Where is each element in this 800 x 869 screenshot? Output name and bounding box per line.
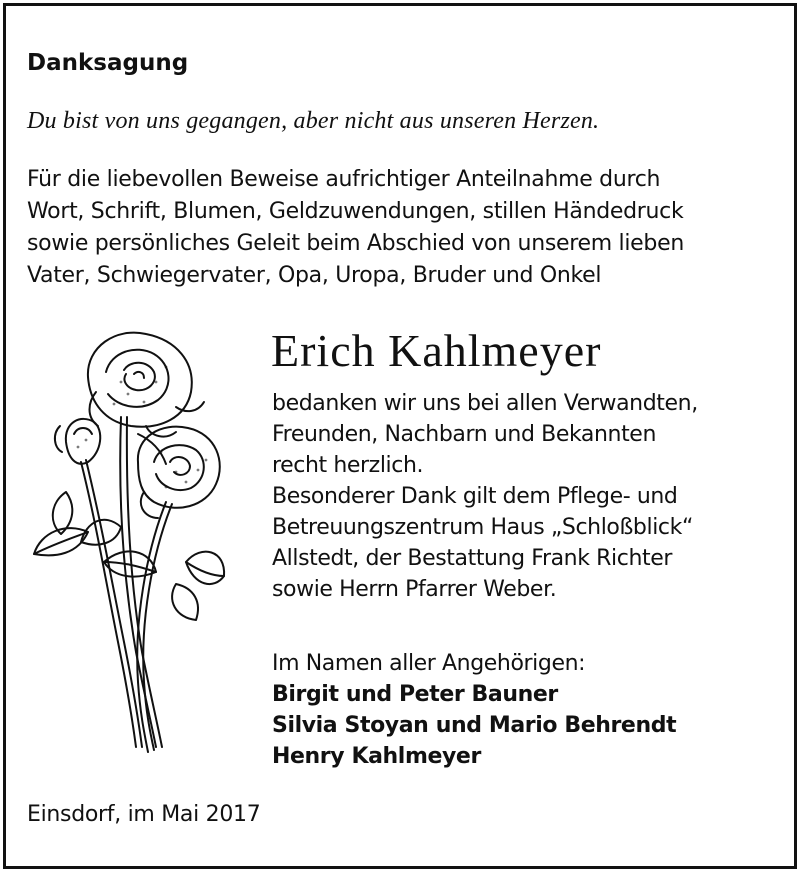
thanks-line: recht herzlich.	[272, 453, 424, 478]
thanks-line: bedanken wir uns bei allen Verwandten,	[272, 391, 698, 416]
signer-name: Henry Kahlmeyer	[272, 744, 481, 769]
intro-paragraph	[27, 164, 787, 292]
signer-name: Birgit und Peter Bauner	[272, 682, 558, 707]
intro-line: sowie persönliches Geleit beim Abschied von unserem lieben	[27, 231, 684, 256]
motto: Du bist von uns gegangen, aber nicht aus unseren Herzen.	[27, 108, 600, 134]
thanks-line: Besonderer Dank gilt dem Pflege- und	[272, 484, 678, 509]
obituary-notice	[3, 3, 797, 869]
intro-line: Wort, Schrift, Blumen, Geldzuwendungen, stillen Händedruck	[27, 199, 684, 224]
thanks-line: Betreuungszentrum Haus „Schloßblick“	[272, 515, 693, 540]
place-date: Einsdorf, im Mai 2017	[27, 802, 261, 827]
thanks-line: Allstedt, der Bestattung Frank Richter	[272, 546, 673, 571]
signoff-block	[272, 648, 792, 772]
signer-name: Silvia Stoyan und Mario Behrendt	[272, 713, 677, 738]
notice-heading: Danksagung	[27, 50, 189, 76]
signoff-intro: Im Namen aller Angehörigen:	[272, 651, 586, 676]
roses-illustration	[26, 322, 231, 754]
thanks-line: sowie Herrn Pfarrer Weber.	[272, 577, 557, 602]
thanks-line: Freunden, Nachbarn und Bekannten	[272, 422, 656, 447]
thanks-paragraph	[272, 388, 792, 605]
intro-line: Für die liebevollen Beweise aufrichtiger Anteilnahme durch	[27, 167, 661, 192]
intro-line: Vater, Schwiegervater, Opa, Uropa, Bruder und Onkel	[27, 263, 602, 288]
deceased-name: Erich Kahlmeyer	[271, 325, 602, 376]
